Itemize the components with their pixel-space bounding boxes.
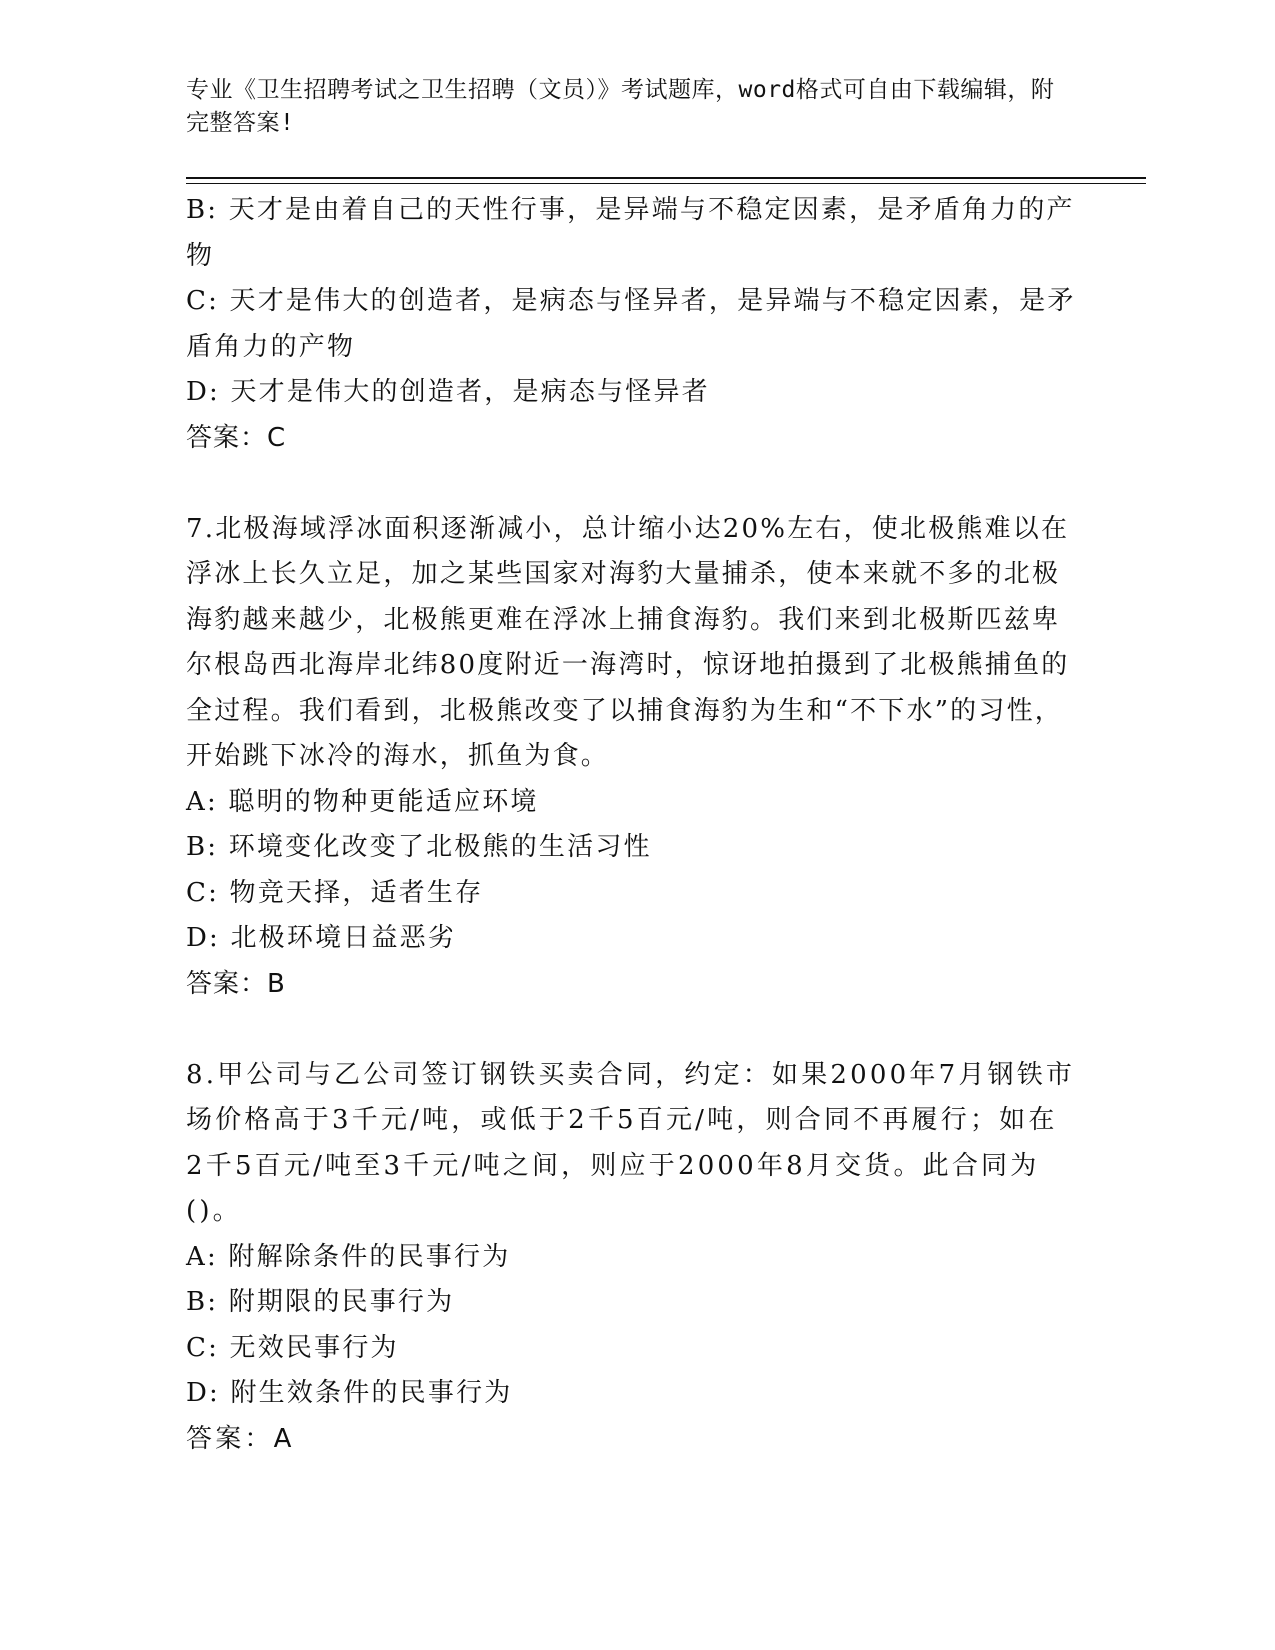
document-header [186, 74, 1076, 140]
q8-answer: 答案：A [186, 1423, 295, 1454]
q7-stem: 7.北极海域浮冰面积逐渐减小，总计缩小达20%左右，使北极熊难以在浮冰上长久立足，加之某些国家对海豹大量捕杀，使本来就不多的北极海豹越来越少，北极熊更难在浮冰上捕食海豹。我们来到北极斯匹兹卑尔根岛西北海岸北纬80度附近一海湾时，惊讶地拍摄到了北极熊捕鱼的全过程。我们看到，北极熊改变了以捕食海豹为生和“不下水”的习性，开始跳下冰冷的海水，抓鱼为食。 [186, 513, 1070, 771]
q6-option-c: C: 天才是伟大的创造者，是病态与怪异者，是异端与不稳定因素，是矛盾角力的产物 [186, 286, 1076, 362]
q8-option-b: B: 附期限的民事行为 [186, 1287, 455, 1317]
q8-option-a: A: 附解除条件的民事行为 [186, 1241, 511, 1272]
question-7 [186, 507, 1076, 1008]
header-rule-thick [186, 177, 1146, 179]
q8-option-d: D: 附生效条件的民事行为 [186, 1378, 513, 1408]
q8-stem: 8.甲公司与乙公司签订钢铁买卖合同，约定：如果2000年7月钢铁市场价格高于3千元/吨，或低于2千5百元/吨，则合同不再履行；如在2千5百元/吨至3千元/吨之间，则应于2000年8月交货。此合同为()。 [186, 1059, 1076, 1226]
q7-option-c: C: 物竞天择，适者生存 [186, 877, 484, 908]
q6-answer: 答案：C [186, 422, 287, 453]
header-text: 专业《卫生招聘考试之卫生招聘（文员）》考试题库，word格式可自由下载编辑，附完整答案! [186, 77, 1055, 136]
q8-option-c: C: 无效民事行为 [186, 1332, 399, 1363]
question-8 [186, 1053, 1076, 1463]
header-rule-thin [186, 183, 1146, 184]
q6-option-b: B: 天才是由着自己的天性行事，是异端与不稳定因素，是矛盾角力的产物 [186, 195, 1075, 271]
q6-option-d: D: 天才是伟大的创造者，是病态与怪异者 [186, 377, 710, 407]
question-gap [186, 1007, 1076, 1053]
q7-option-a: A: 聪明的物种更能适应环境 [186, 786, 539, 817]
q7-option-b: B: 环境变化改变了北极熊的生活习性 [186, 832, 652, 862]
question-gap [186, 461, 1076, 507]
q7-answer: 答案：B [186, 968, 286, 999]
question-6 [186, 188, 1076, 461]
question-content [186, 188, 1076, 1462]
q7-option-d: D: 北极环境日益恶劣 [186, 923, 457, 953]
